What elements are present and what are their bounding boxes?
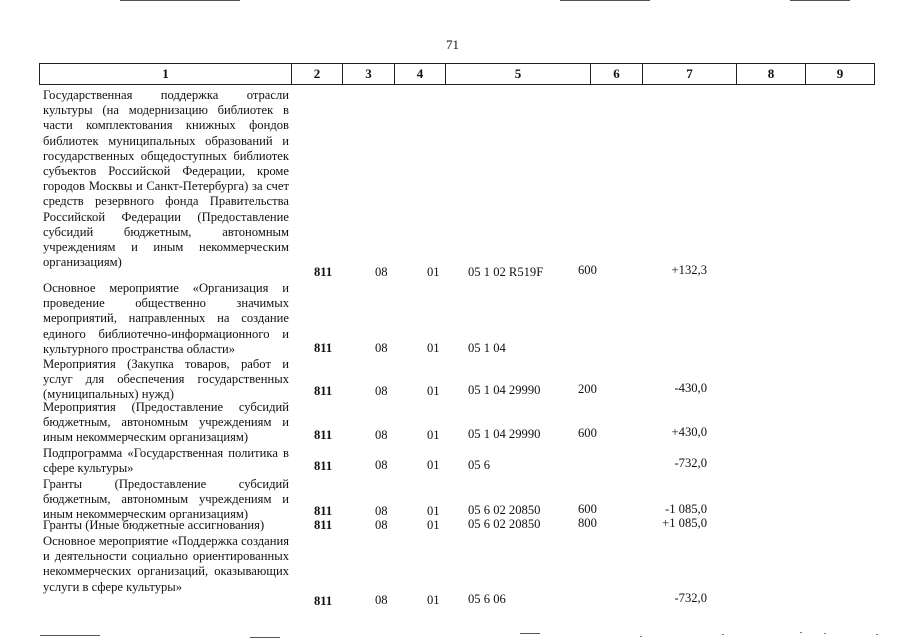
row-expense-type: 600 (578, 263, 597, 277)
row-amount: -1 085,0 (665, 502, 707, 516)
row-expense-type: 800 (578, 516, 597, 530)
row-target-code: 05 6 02 20850 (468, 517, 541, 531)
page-number: 71 (446, 37, 459, 52)
row-description: Подпрограмма «Государственная политика в сфере культуры» (43, 446, 289, 476)
row-ministry-code: 811 (314, 265, 333, 279)
row-description: Гранты (Предоставление субсидий бюджетным, автономным учреждениям и иным некоммерческим организациям) (43, 477, 289, 522)
row-expense-type: 600 (578, 426, 597, 440)
column-header-5: 5 (446, 64, 591, 85)
row-subsection-code: 01 (427, 428, 440, 442)
row-section-code: 08 (375, 518, 388, 532)
row-amount: +430,0 (671, 425, 707, 439)
row-section-code: 08 (375, 504, 388, 518)
row-section-code: 08 (375, 428, 388, 442)
row-section-code: 08 (375, 384, 388, 398)
row-subsection-code: 01 (427, 341, 440, 355)
row-description: Государственная поддержка отрасли культуры (на модернизацию библиотек в части комплектования книжных фондов библиотек муниципальных образований и государственных общедоступных библиотек субъектов Российской Федерации, кроме городов Москвы и Санкт-Петербурга) за счет средств резервного фонда Правительства Российской Федерации (Предоставление субсидий бюджетным, автономным учреждениям и иным некоммерческим организациям) (43, 88, 289, 270)
row-target-code: 05 1 04 (468, 341, 506, 355)
row-description: Гранты (Иные бюджетные ассигнования) (43, 518, 265, 532)
row-description: Мероприятия (Закупка товаров, работ и услуг для обеспечения государственных (муниципальных) нужд) (43, 357, 289, 402)
row-ministry-code: 811 (314, 594, 333, 608)
row-target-code: 05 6 (468, 458, 491, 472)
column-header-2: 2 (292, 64, 343, 85)
row-ministry-code: 811 (314, 504, 333, 518)
row-section-code: 08 (375, 458, 388, 472)
row-subsection-code: 01 (427, 504, 440, 518)
row-description: Основное мероприятие «Поддержка создания и деятельности социально ориентированных некоммерческих организаций, оказывающих услуги в сфере культуры» (43, 534, 289, 594)
row-subsection-code: 01 (427, 458, 440, 472)
column-header-7: 7 (643, 64, 737, 85)
column-header-6: 6 (591, 64, 643, 85)
row-ministry-code: 811 (314, 428, 333, 442)
row-amount: +132,3 (671, 263, 707, 277)
column-header-9: 9 (806, 64, 875, 85)
row-target-code: 05 6 02 20850 (468, 503, 541, 517)
row-ministry-code: 811 (314, 341, 333, 355)
row-ministry-code: 811 (314, 518, 333, 532)
column-header-8: 8 (737, 64, 806, 85)
row-section-code: 08 (375, 265, 388, 279)
row-target-code: 05 1 04 29990 (468, 427, 541, 441)
row-target-code: 05 1 02 R519F (468, 265, 544, 279)
row-expense-type: 200 (578, 382, 597, 396)
row-section-code: 08 (375, 341, 388, 355)
column-header-1: 1 (40, 64, 292, 85)
row-amount: -430,0 (674, 381, 707, 395)
row-ministry-code: 811 (314, 459, 333, 473)
row-target-code: 05 6 06 (468, 592, 506, 606)
row-expense-type: 600 (578, 502, 597, 516)
column-header-4: 4 (395, 64, 446, 85)
row-amount: +1 085,0 (662, 516, 707, 530)
row-subsection-code: 01 (427, 265, 440, 279)
row-amount: -732,0 (674, 591, 707, 605)
column-header-3: 3 (343, 64, 395, 85)
row-section-code: 08 (375, 593, 388, 607)
row-amount: -732,0 (674, 456, 707, 470)
row-description: Основное мероприятие «Организация и проведение общественно значимых мероприятий, направленных на создание единого библиотечно-информационного и культурного пространства области» (43, 281, 289, 356)
row-target-code: 05 1 04 29990 (468, 383, 541, 397)
row-subsection-code: 01 (427, 593, 440, 607)
row-description: Мероприятия (Предоставление субсидий бюджетным, автономным учреждениям и иным некоммерческим организациям) (43, 400, 289, 445)
row-ministry-code: 811 (314, 384, 333, 398)
row-subsection-code: 01 (427, 518, 440, 532)
row-subsection-code: 01 (427, 384, 440, 398)
